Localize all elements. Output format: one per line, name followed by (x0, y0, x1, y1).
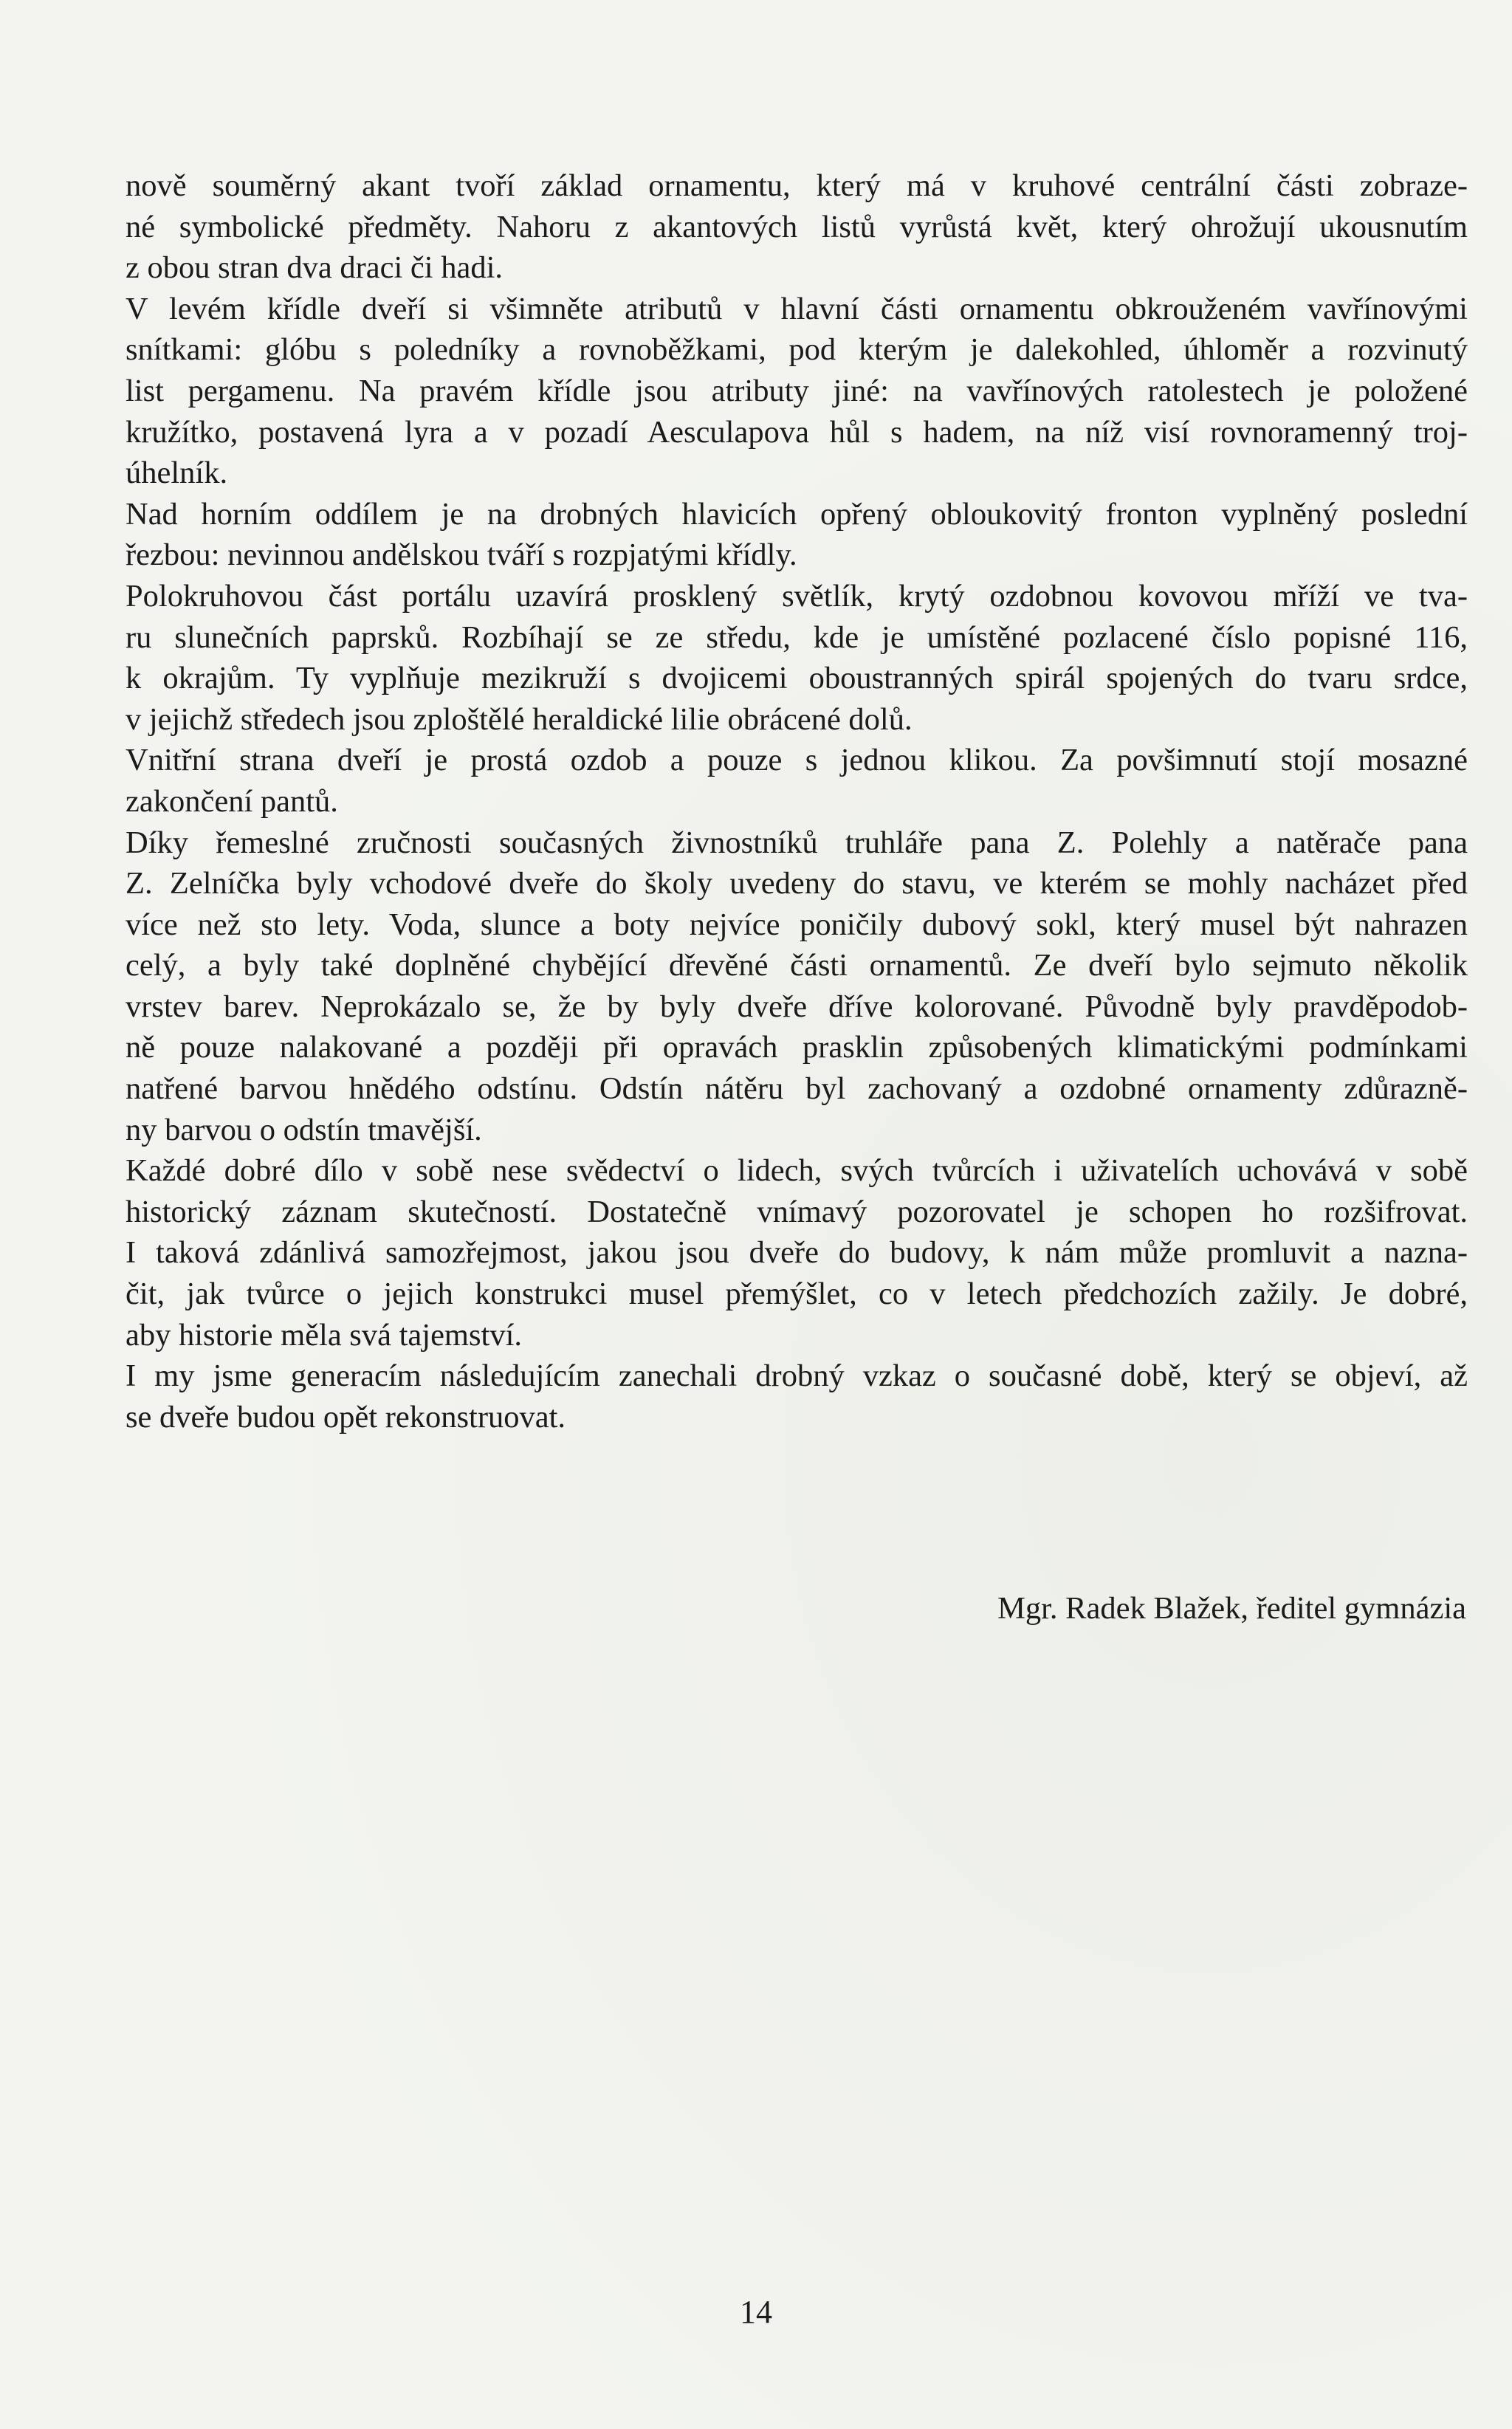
text-line: I my jsme generacím následujícím zanechali drobný vzkaz o současné době, který se objeví, až (126, 1358, 1468, 1394)
text-line: I taková zdánlivá samozřejmost, jakou jsou dveře do budovy, k nám může promluvit a nazna- (126, 1235, 1468, 1271)
text-line: ně pouze nalakované a později při opravách prasklin způsobených klimatickými podmínkami (126, 1030, 1468, 1065)
text-line: celý, a byly také doplněné chybějící dřevěné části ornamentů. Ze dveří bylo sejmuto několik (126, 948, 1468, 983)
text-line: Nad horním oddílem je na drobných hlavicích opřený obloukovitý fronton vyplněný poslední (126, 496, 1468, 532)
body-text (126, 165, 1468, 1437)
text-line: zakončení pantů. (126, 783, 338, 819)
text-line: ny barvou o odstín tmavější. (126, 1112, 482, 1147)
text-line: ru slunečních paprsků. Rozbíhají se ze středu, kde je umístěné pozlacené číslo popisné 116, (126, 619, 1468, 655)
text-line: Díky řemeslné zručnosti současných živnostníků truhláře pana Z. Polehly a natěrače pana (126, 825, 1468, 860)
text-line: úhelník. (126, 456, 228, 491)
text-line: natřené barvou hnědého odstínu. Odstín nátěru byl zachovaný a ozdobné ornamenty zdůrazně- (126, 1071, 1468, 1107)
text-line: řezbou: nevinnou andělskou tváří s rozpjatými křídly. (126, 537, 797, 573)
text-line: nově souměrný akant tvoří základ ornamentu, který má v kruhové centrální části zobraze- (126, 168, 1468, 203)
text-line: né symbolické předměty. Nahoru z akantových listů vyrůstá květ, který ohrožují ukousnutím (126, 209, 1468, 244)
page-number: 14 (740, 2294, 772, 2330)
text-line: Vnitřní strana dveří je prostá ozdob a pouze s jednou klikou. Za povšimnutí stojí mosazné (126, 743, 1468, 778)
text-line: z obou stran dva draci či hadi. (126, 250, 503, 286)
text-line: čit, jak tvůrce o jejich konstrukci musel přemýšlet, co v letech předchozích zažily. Je dobré, (126, 1277, 1468, 1312)
text-line: aby historie měla svá tajemství. (126, 1317, 523, 1353)
text-line: kružítko, postavená lyra a v pozadí Aesculapova hůl s hadem, na níž visí rovnoramenný troj- (126, 414, 1468, 450)
text-line: Z. Zelníčka byly vchodové dveře do školy uvedeny do stavu, ve kterém se mohly nacházet před (126, 866, 1468, 901)
text-line: se dveře budou opět rekonstruovat. (126, 1399, 566, 1435)
text-line: k okrajům. Ty vyplňuje mezikruží s dvojicemi oboustranných spirál spojených do tvaru srdce, (126, 661, 1468, 696)
text-line: snítkami: glóbu s poledníky a rovnoběžkami, pod kterým je dalekohled, úhloměr a rozvinutý (126, 332, 1468, 368)
signature-line: Mgr. Radek Blažek, ředitel gymnázia (997, 1591, 1466, 1626)
text-line: v jejichž středech jsou zploštělé heraldické lilie obrácené dolů. (126, 701, 913, 737)
text-line: list pergamenu. Na pravém křídle jsou atributy jiné: na vavřínových ratolestech je položené (126, 373, 1468, 408)
text-line: historický záznam skutečností. Dostatečně vnímavý pozorovatel je schopen ho rozšifrovat. (126, 1194, 1468, 1229)
text-line: Polokruhovou část portálu uzavírá prosklený světlík, krytý ozdobnou kovovou mříží ve tva- (126, 578, 1468, 614)
text-line: V levém křídle dveří si všimněte atributů v hlavní části ornamentu obkrouženém vavřínovými (126, 291, 1468, 326)
text-line: Každé dobré dílo v sobě nese svědectví o lidech, svých tvůrcích i uživatelích uchovává v sobě (126, 1153, 1468, 1189)
text-line: více než sto lety. Voda, slunce a boty nejvíce poničily dubový sokl, který musel být nahrazen (126, 907, 1468, 942)
text-line: vrstev barev. Neprokázalo se, že by byly dveře dříve kolorované. Původně byly pravděpodob- (126, 989, 1468, 1024)
